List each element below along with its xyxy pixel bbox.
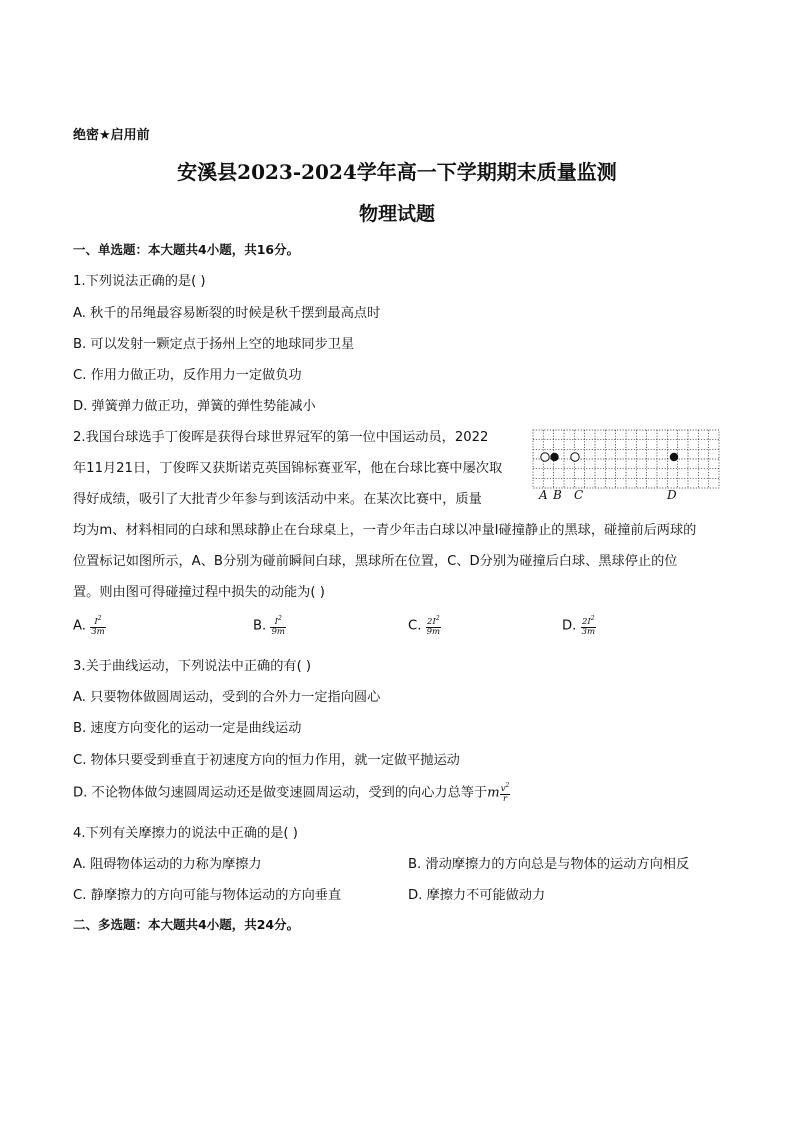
q1-option-a: A. 秋千的吊绳最容易断裂的时候是秋千摆到最高点时 bbox=[73, 306, 381, 321]
exam-title: 安溪县2023-2024学年高一下学期期末质量监测 bbox=[177, 160, 617, 184]
q1-option-c: C. 作用力做正功，反作用力一定做负功 bbox=[73, 368, 302, 383]
centripetal-formula-fraction: $\frac{v^2}{r}$ bbox=[500, 782, 510, 804]
figure-label-a: A bbox=[539, 488, 548, 502]
black-ball-position-d bbox=[670, 453, 678, 461]
q3-stem: 3.关于曲线运动，下列说法中正确的有( ) bbox=[73, 659, 312, 674]
dotted-grid bbox=[533, 430, 719, 488]
q3-option-a: A. 只要物体做圆周运动，受到的合外力一定指向圆心 bbox=[73, 690, 381, 705]
q3-option-d: D. 不论物体做匀速圆周运动还是做变速圆周运动，受到的向心力总等于m $\frac{v^2}{r}$ bbox=[73, 782, 510, 804]
q1-stem: 1.下列说法正确的是( ) bbox=[73, 274, 206, 289]
section-heading-multiple-choice: 二、多选题：本大题共4小题，共24分。 bbox=[73, 917, 300, 932]
billiard-position-figure bbox=[530, 428, 722, 504]
q3-option-c: C. 物体只要受到垂直于初速度方向的恒力作用，就一定做平抛运动 bbox=[73, 753, 460, 768]
white-ball-position-c bbox=[571, 453, 579, 461]
q4-option-d: D. 摩擦力不可能做动力 bbox=[408, 888, 546, 903]
q2-option-d: D. $\frac{2I^2}{3m}$ bbox=[562, 615, 596, 637]
q4-option-b: B. 滑动摩擦力的方向总是与物体的运动方向相反 bbox=[408, 857, 690, 872]
q2-stem-line-1: 2.我国台球选手丁俊晖是获得台球世界冠军的第一位中国运动员，2022 bbox=[73, 430, 489, 445]
q2-option-c: C. $\frac{2I^2}{9m}$ bbox=[408, 615, 441, 637]
exam-subtitle: 物理试题 bbox=[358, 203, 435, 225]
centripetal-formula-mass: m bbox=[487, 785, 500, 801]
q2-stem-line-2: 年11月21日，丁俊晖又获斯诺克英国锦标赛亚军，他在台球比赛中屡次取 bbox=[73, 461, 503, 476]
q4-option-a: A. 阻碍物体运动的力称为摩擦力 bbox=[73, 857, 262, 872]
black-ball-position-b bbox=[550, 453, 558, 461]
q2-stem-line-5: 位置标记如图所示，A、B分别为碰前瞬间白球，黑球所在位置，C、D分别为碰撞后白球、黑球停止的位 bbox=[73, 554, 678, 569]
figure-label-b: B bbox=[553, 488, 562, 502]
q2-stem-line-6: 置。则由图可得碰撞过程中损失的动能为( ) bbox=[73, 585, 325, 600]
q2-stem-line-4: 均为m、材料相同的白球和黑球静止在台球桌上，一青少年击白球以冲量I碰撞静止的黑球，碰撞前后两球的 bbox=[73, 523, 697, 538]
q1-option-d: D. 弹簧弹力做正功，弹簧的弹性势能减小 bbox=[73, 399, 316, 414]
q4-option-c: C. 静摩擦力的方向可能与物体运动的方向垂直 bbox=[73, 888, 342, 903]
figure-label-d: D bbox=[667, 488, 677, 502]
white-ball-position-a bbox=[541, 453, 549, 461]
q2-stem-line-3: 得好成绩，吸引了大批青少年参与到该活动中来。在某次比赛中，质量 bbox=[73, 492, 482, 507]
q1-option-b: B. 可以发射一颗定点于扬州上空的地球同步卫星 bbox=[73, 337, 355, 352]
q2-option-a: A. $\frac{I^2}{3m}$ bbox=[73, 615, 105, 637]
confidential-label: 绝密★启用前 bbox=[73, 128, 150, 143]
q4-stem: 4.下列有关摩擦力的说法中正确的是( ) bbox=[73, 826, 298, 841]
figure-label-c: C bbox=[574, 488, 584, 502]
q3-option-b: B. 速度方向变化的运动一定是曲线运动 bbox=[73, 721, 302, 736]
q2-option-b: B. $\frac{I^2}{9m}$ bbox=[253, 615, 285, 637]
section-heading-single-choice: 一、单选题：本大题共4小题，共16分。 bbox=[73, 242, 300, 257]
